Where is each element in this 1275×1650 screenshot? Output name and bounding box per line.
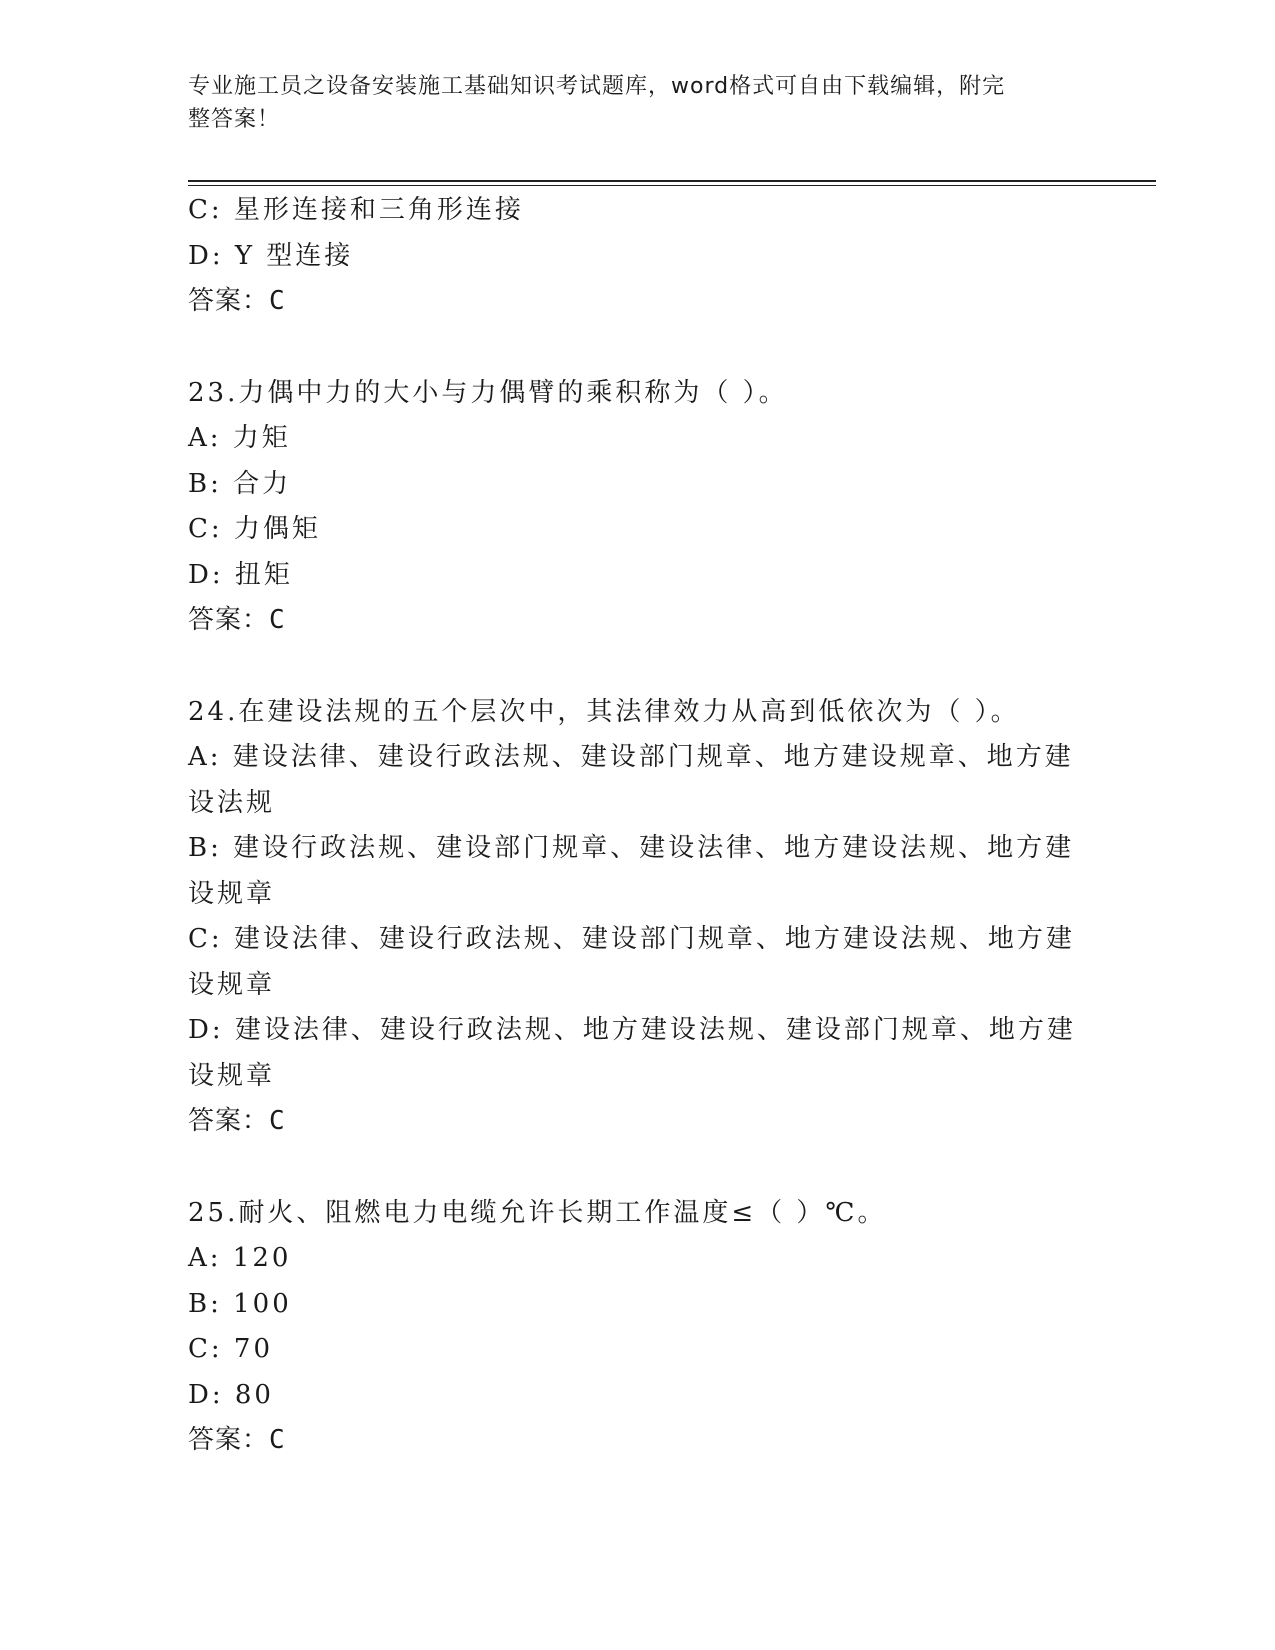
q24-option-b-line-2: 设规章 [188,878,276,909]
spacer [188,325,1088,371]
q22-option-c: C: 星形连接和三角形连接 [188,195,524,225]
q22-answer-value: C [269,286,286,316]
q23-stem: 23.力偶中力的大小与力偶臂的乘积称为（ ）。 [188,377,788,408]
q23-option-d: D: 扭矩 [188,559,293,590]
q24-option-c-line-2: 设规章 [188,969,276,1000]
q23-option-c: C: 力偶矩 [188,514,321,544]
question-25-block [188,1191,1088,1464]
q24-option-a-line-2: 设法规 [188,787,276,818]
q22-answer [188,279,1088,325]
spacer [188,644,1088,690]
q24-stem: 24.在建设法规的五个层次中，其法律效力从高到低依次为（ ）。 [188,696,1020,727]
q22-answer-label: 答案： [188,286,270,316]
q25-answer [188,1418,1088,1464]
q23-answer-label: 答案： [188,605,270,635]
q24-option-c-line-1: C: 建设法律、建设行政法规、建设部门规章、地方建设法规、地方建 [188,924,1075,954]
q24-answer-value: C [269,1106,286,1136]
q25-stem: 25.耐火、阻燃电力电缆允许长期工作温度≤（ ）℃。 [188,1197,887,1228]
question-24-block [188,690,1088,1145]
q23-answer-value: C [269,605,286,635]
q23-option-b: B: 合力 [188,468,292,499]
q24-option-a-line-1: A: 建设法律、建设行政法规、建设部门规章、地方建设规章、地方建 [188,742,1074,772]
question-22-block [188,188,1088,325]
q24-option-d-line-1: D: 建设法律、建设行政法规、地方建设法规、建设部门规章、地方建 [188,1015,1076,1045]
question-23-block [188,371,1088,644]
q25-answer-value: C [269,1425,286,1455]
document-body [188,188,1088,1464]
header-title-line-1: 专业施工员之设备安装施工基础知识考试题库，word格式可自由下载编辑，附完 [188,74,1006,99]
q24-option-d-line-2: 设规章 [188,1060,276,1091]
spacer [188,1145,1088,1191]
document-header [188,70,1068,136]
q24-option-b-line-1: B: 建设行政法规、建设部门规章、建设法律、地方建设法规、地方建 [188,833,1075,863]
q25-option-b: B: 100 [188,1288,292,1319]
q22-option-d: D: Y 型连接 [188,240,354,271]
q25-option-a: A: 120 [188,1243,292,1273]
header-divider-thick [188,180,1156,182]
q25-option-c: C: 70 [188,1334,274,1364]
q24-answer-label: 答案： [188,1106,270,1136]
header-divider-thin [188,185,1156,186]
q24-answer [188,1099,1088,1145]
q25-option-d: D: 80 [188,1379,274,1410]
header-title-line-2: 整答案！ [188,107,281,132]
q23-answer [188,598,1088,644]
q25-answer-label: 答案： [188,1425,270,1455]
q23-option-a: A: 力矩 [188,423,291,453]
